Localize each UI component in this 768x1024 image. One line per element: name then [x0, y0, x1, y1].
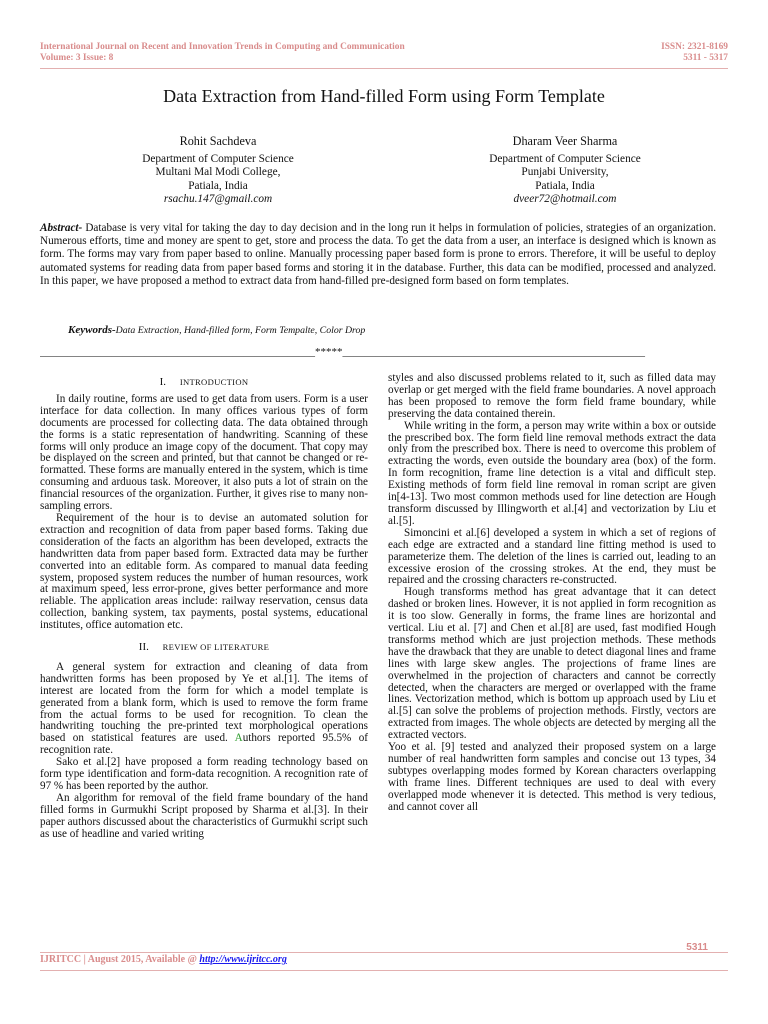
author-dept: Department of Computer Science — [142, 153, 294, 166]
abstract-label: Abstract- — [40, 222, 83, 234]
author-inst: Punjabi University, — [521, 166, 609, 179]
paragraph: A general system for extraction and cleaning of data from handwritten forms has been proposed by Ye et al.[1]. The items of interest are located from the form for which a model template is generated from a blank form, which is used to remove the form frame from the actual forms to be used for recognition. To clean the handwriting touching the pre-printed text morphological operations based on statistical features are used. Authors reported 95.5% of recognition rate. — [40, 660, 369, 757]
author-2 — [455, 135, 675, 206]
journal-name: International Journal on Recent and Innovation Trends in Computing and Communication — [40, 42, 405, 52]
journal-link[interactable]: http://www.ijritcc.org — [199, 954, 287, 965]
right-column — [388, 373, 716, 814]
author-name: Rohit Sachdeva — [179, 134, 257, 148]
paragraph: Hough transforms method has great advantage that it can detect dashed or broken lines. However, it is not applied in form recognition as it is too slow. Generally in forms, the frame lines are horizontal and vertical. Liu et al. [7] and Chen et al.[8] are used, fast modified Hough transforms method which are just projection methods. These methods have the drawback that they are unable to detect diagonal lines and frame lines with large skew angles. The projections of frame lines are overwhelmed in the projection of characters and cannot be correctly detected, when the characters are merged or overlapped with the frame lines. Vectorization method, which is bottom up approach used by Liu et al.[5] can solve the problems of projection methods. Firstly, vectors are extracted from images. The whole objects are detected by merging all the extracted vectors. — [388, 586, 716, 742]
paragraph: Yoo et al. [9] tested and analyzed their proposed system on a large number of real handwritten form samples and concise out 13 types, 34 subtypes overlapping modes formed by Korean characters overlapping with frame lines. Different techniques are used to deal with every overlapped mode whenever it is detected. This method is very tedious, and cannot cover all — [388, 741, 716, 813]
abstract — [40, 222, 716, 288]
author-dept: Department of Computer Science — [489, 153, 641, 166]
author-name: Dharam Veer Sharma — [512, 134, 618, 148]
left-column — [40, 373, 368, 841]
footer-rule-bottom — [40, 970, 728, 971]
author-email: rsachu.147@gmail.com — [163, 192, 273, 205]
author-city: Patiala, India — [188, 179, 248, 192]
author-1 — [108, 135, 328, 206]
separator: __________________________________________________*****_______________________________________________________ — [40, 346, 645, 358]
journal-header — [40, 42, 405, 64]
keywords-label: Keywords- — [68, 324, 116, 336]
footer — [40, 954, 287, 965]
paragraph: Requirement of the hour is to devise an automated solution for extraction and recognition of data from paper based forms. Taking due consideration of the facts an algorithm has been developed, extracts the handwritten data from paper based form. Extracted data may be further converted into an editable form. As compared to manual data feeding system, proposed system reduces the number of human resources, work at maximum speed, less error-prone, gives better performance and more reliable. The application areas include: railway reservation, census data collection, banking system, tax payments, postal systems, educational institutes, office automation etc. — [40, 511, 368, 632]
footer-text: IJRITCC | August 2015, Available @ — [40, 954, 200, 965]
page-number: 5311 — [686, 942, 708, 953]
abstract-text: Database is very vital for taking the day to day decision and in the long run it helps in formulation of policies, strategies of an organization. Numerous efforts, time and money are spent to get, store and process the data. To get the data from a user, an interface is designed which is known as form. The forms may vary from paper based to online. Manually processing paper based form is prone to errors. Therefore, it will be useful to deploy automated systems for reading data from paper based forms and storing it in the database. Further, this data can be modified, processed and analyzed. In this paper, we have proposed a method to extract data from hand-filled pre-designed form based on form templates. — [40, 222, 716, 287]
footer-rule-top — [40, 952, 728, 953]
author-inst: Multani Mal Modi College, — [155, 166, 281, 179]
paragraph: In daily routine, forms are used to get data from users. Form is a user interface for data collection. In many offices various types of form documents are processed for collecting data. The data obtained through the forms is a static representation of handwriting. Scanning of these forms will only produce an image copy of the document. That copy may be displayed on the screen and printed, but that cannot be changed or re-formatted. These forms are manually entered in the system, which is time consuming and arduous task. Moreover, it also puts a lot of strain on the financial resources of the organization. Further, it gives rise to many non-sampling errors. — [40, 392, 368, 513]
keywords — [68, 324, 365, 337]
paragraph: Sako et al.[2] have proposed a form reading technology based on form type identification and form-data recognition. A recognition rate of 97 % has been reported by the author. — [40, 756, 368, 792]
paragraph: Simoncini et al.[6] developed a system in which a set of regions of each edge are extracted and a standard line fitting method is used to parameterize them. The deletion of the lines is carried out, leading to an excessive erosion of the crossing strokes. At the end, they must be repaired and the crossing characters re-constructed. — [388, 526, 716, 587]
issn-header — [661, 42, 728, 64]
paper-title: Data Extraction from Hand-filled Form using Form Template — [163, 86, 605, 106]
author-email: dveer72@hotmail.com — [513, 192, 617, 205]
header-rule — [40, 68, 728, 69]
author-city: Patiala, India — [535, 179, 595, 192]
journal-volume: Volume: 3 Issue: 8 — [40, 53, 114, 63]
section-heading-introduction: I. INTRODUCTION — [159, 376, 249, 388]
paragraph: styles and also discussed problems related to it, such as filled data may overlap or get merged with the field frame boundaries. A novel approach has been proposed to remove the form field frame boundary, while preserving the data contained therein. — [388, 372, 716, 420]
section-heading-review: II. REVIEW OF LITERATURE — [138, 641, 270, 654]
issn: ISSN: 2321-8169 — [661, 42, 728, 52]
paragraph: An algorithm for removal of the field frame boundary of the hand filled forms in Gurmukhi Script proposed by Sharma et al.[3]. In their paper authors discussed about the characteristics of Gurmukhi script such as use of headline and varied writing — [40, 791, 368, 840]
keywords-text: Data Extraction, Hand-filled form, Form Tempalte, Color Drop — [115, 325, 366, 336]
paragraph: While writing in the form, a person may write within a box or outside the prescribed box. The form field line removal methods extract the data only from the prescribed box. There is need to overcome this problem of extracting the words, even outside the boundary area (box) of the form. In form recognition, frame line detection is a vital and difficult step. Existing methods of form field line removal in roman script are given in[4-13]. Two most common methods used for line detection are Hough transform discussed by Illingworth et al.[4] and vectorization by Liu et al.[5]. — [388, 419, 716, 527]
page-range: 5311 - 5317 — [683, 53, 728, 63]
